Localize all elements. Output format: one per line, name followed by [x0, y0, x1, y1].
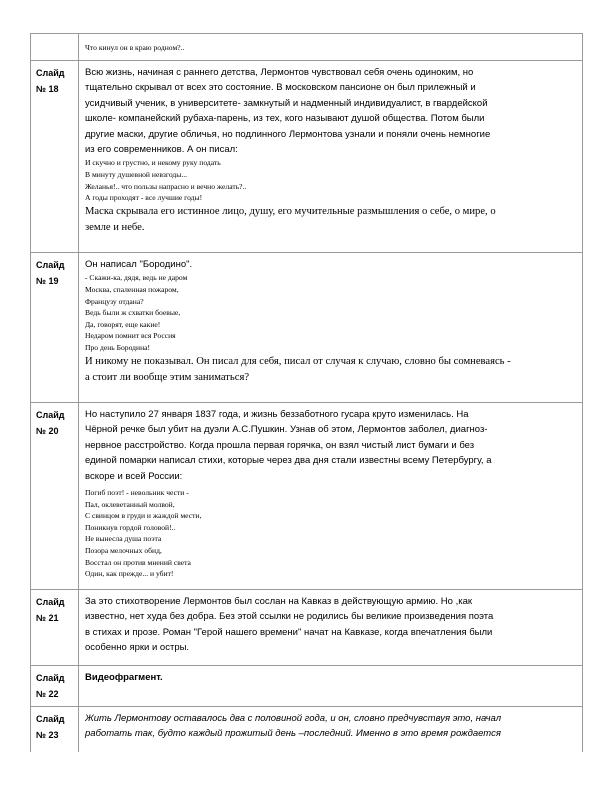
text-line: особенно ярки и остры.	[85, 642, 190, 654]
verse-line: Восстал он против мнений света	[85, 557, 191, 567]
verse-line: Позора мелочных обид,	[85, 546, 162, 555]
slide-label	[31, 34, 79, 60]
slide-content	[79, 403, 582, 589]
text-line: За это стихотворение Лермонтов был сослан на Кавказ в действующую армию. Но ,как	[85, 596, 473, 607]
slide-content	[79, 707, 582, 752]
text-line: тщательно скрывал от всех это состояние. В московском пансионе он был прилежный и	[85, 82, 476, 94]
slide-number: № 23	[36, 730, 59, 740]
verse-line: Ведь были ж схватки боевые,	[85, 308, 181, 318]
text-line: школе- компанейский рубаха-парень, из тех, кого называют душой общества. Потом были	[85, 113, 485, 125]
verse-line: В минуту душевной невзгоды...	[85, 170, 188, 180]
text-line: усидчивый ученик, в университете- замкнутый и надменный индивидуалист, в гвардейской	[85, 97, 488, 109]
verse-line: Желанья!.. что пользы напрасно и вечно желать?..	[85, 181, 247, 191]
verse-line: А годы проходят - все лучшие годы!	[85, 193, 203, 203]
slide-number: № 20	[36, 426, 59, 436]
verse-line: Один, как прежде... и убит!	[85, 569, 174, 579]
slide-label-word: Слайд	[36, 260, 65, 270]
slide-label	[31, 253, 79, 402]
slide-content	[79, 253, 582, 402]
slide-content	[79, 590, 582, 665]
verse-line: И скучно и грустно, и некому руку подать	[85, 158, 221, 168]
slide-label	[31, 590, 79, 665]
text-line: работать так, будто каждый прожитый день –последний. Именно в это время рождается	[85, 728, 501, 740]
lesson-table	[30, 33, 583, 752]
text-line: Маска скрывала его истинное лицо, душу, его мучительные размышления о себе, о мире, о	[85, 205, 496, 217]
verse-line: Недаром помнит вся Россия	[85, 331, 176, 341]
text-line: единой помарки написал стихи, которые через два дня стали известны всему Петербургу, а	[85, 455, 492, 467]
slide-label-word: Слайд	[36, 597, 65, 607]
text-line: другие маски, другие обличья, но подлинного Лермонтова узнали и поняли очень немногие	[85, 128, 491, 140]
text-line: Видеофрагмент.	[85, 672, 163, 683]
text-line: Чёрной речке был убит на дуэли А.С.Пушкин. Узнав об этом, Лермонтов заболел, диагноз-	[85, 424, 488, 436]
text-line: земле и небе.	[85, 221, 145, 233]
verse-line: С свинцом в груди и жаждой мести,	[85, 511, 202, 521]
verse-line: Москва, спаленная пожаром,	[85, 285, 179, 294]
verse-line: Погиб поэт! - невольник чести -	[85, 488, 189, 498]
table-row	[30, 666, 583, 707]
text-line: нервное расстройство. Когда прошла первая горячка, он взял чистый лист бумаги и без	[85, 439, 475, 451]
slide-number: № 21	[36, 613, 59, 623]
slide-content	[79, 34, 582, 60]
text-line: Всю жизнь, начиная с раннего детства, Лермонтов чувствовал себя очень одиноким, но	[85, 67, 474, 78]
text-line: вскоре и всей России:	[85, 470, 183, 482]
slide-content	[79, 61, 582, 252]
verse-line: Пал, оклеветанный молвой,	[85, 499, 175, 509]
slide-number: № 22	[36, 689, 59, 699]
slide-label-word: Слайд	[36, 673, 65, 683]
verse-line: - Скажи-ка, дядя, ведь не даром	[85, 273, 188, 283]
text-line: Жить Лермонтову оставалось два с половиной года, и он, словно предчувствуя это, начал	[85, 713, 502, 724]
text-line: а стоит ли вообще этим заниматься?	[85, 371, 250, 383]
text-line: в стихах и прозе. Роман "Герой нашего времени" начат на Кавказе, когда впечатления были	[85, 626, 493, 638]
slide-label-word: Слайд	[36, 714, 65, 724]
slide-label-word: Слайд	[36, 68, 65, 78]
slide-content	[79, 666, 582, 706]
text-line: И никому не показывал. Он писал для себя, писал от случая к случаю, словно бы сомневаясь -	[85, 355, 511, 367]
text-line: Он написал "Бородино".	[85, 259, 193, 270]
slide-label	[31, 707, 79, 752]
slide-label	[31, 666, 79, 706]
table-row	[30, 61, 583, 253]
verse-line: Что кинул он в краю родном?..	[85, 43, 185, 52]
slide-label-word: Слайд	[36, 410, 65, 420]
verse-line: Поникнув гордой головой!..	[85, 522, 176, 532]
slide-number: № 19	[36, 276, 59, 286]
table-row	[30, 707, 583, 752]
verse-line: Про день Бородина!	[85, 342, 151, 352]
table-row	[30, 34, 583, 61]
table-row	[30, 253, 583, 403]
slide-label	[31, 61, 79, 252]
verse-line: Да, говорят, еще какие!	[85, 319, 161, 329]
verse-line: Не вынесла душа поэта	[85, 534, 162, 544]
table-row	[30, 590, 583, 666]
verse-line: Французу отдана?	[85, 296, 144, 306]
text-line: Но наступило 27 января 1837 года, и жизнь беззаботного гусара круто изменилась. На	[85, 409, 469, 420]
text-line: известно, нет худа без добра. Без этой ссылки не родились бы великие произведения поэта	[85, 611, 494, 623]
table-row	[30, 403, 583, 590]
slide-number: № 18	[36, 84, 59, 94]
text-line: из его современников. А он писал:	[85, 144, 238, 156]
slide-label	[31, 403, 79, 589]
